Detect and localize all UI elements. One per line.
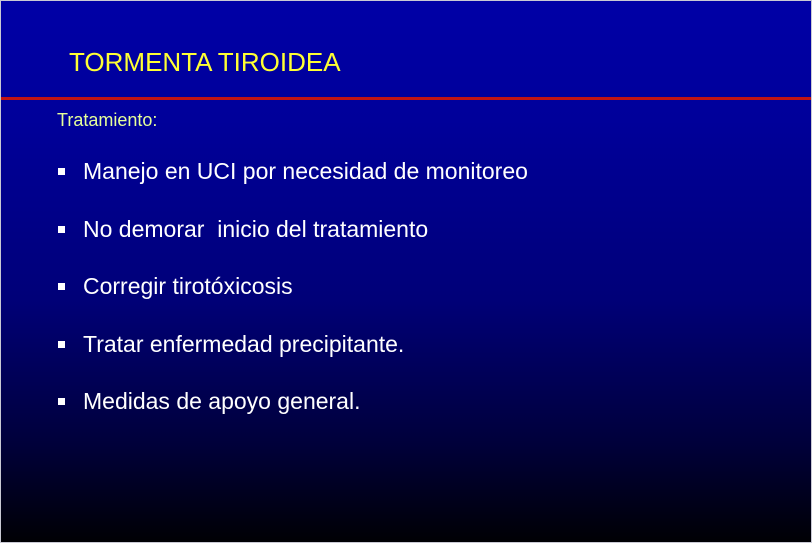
slide-title: TORMENTA TIROIDEA bbox=[69, 47, 341, 77]
bullet-text: No demorar inicio del tratamiento bbox=[83, 215, 429, 242]
square-bullet-icon bbox=[58, 226, 65, 233]
bullet-text: Manejo en UCI por necesidad de monitoreo bbox=[83, 158, 528, 184]
bullet-text: Medidas de apoyo general. bbox=[83, 388, 361, 414]
title-divider bbox=[1, 97, 812, 100]
section-subtitle: Tratamiento: bbox=[57, 110, 158, 130]
square-bullet-icon bbox=[58, 283, 65, 290]
square-bullet-icon bbox=[58, 398, 65, 405]
square-bullet-icon bbox=[58, 341, 65, 348]
square-bullet-icon bbox=[58, 168, 65, 175]
bullet-text: Corregir tirotóxicosis bbox=[83, 273, 293, 299]
bullet-text: Tratar enfermedad precipitante. bbox=[83, 330, 405, 357]
